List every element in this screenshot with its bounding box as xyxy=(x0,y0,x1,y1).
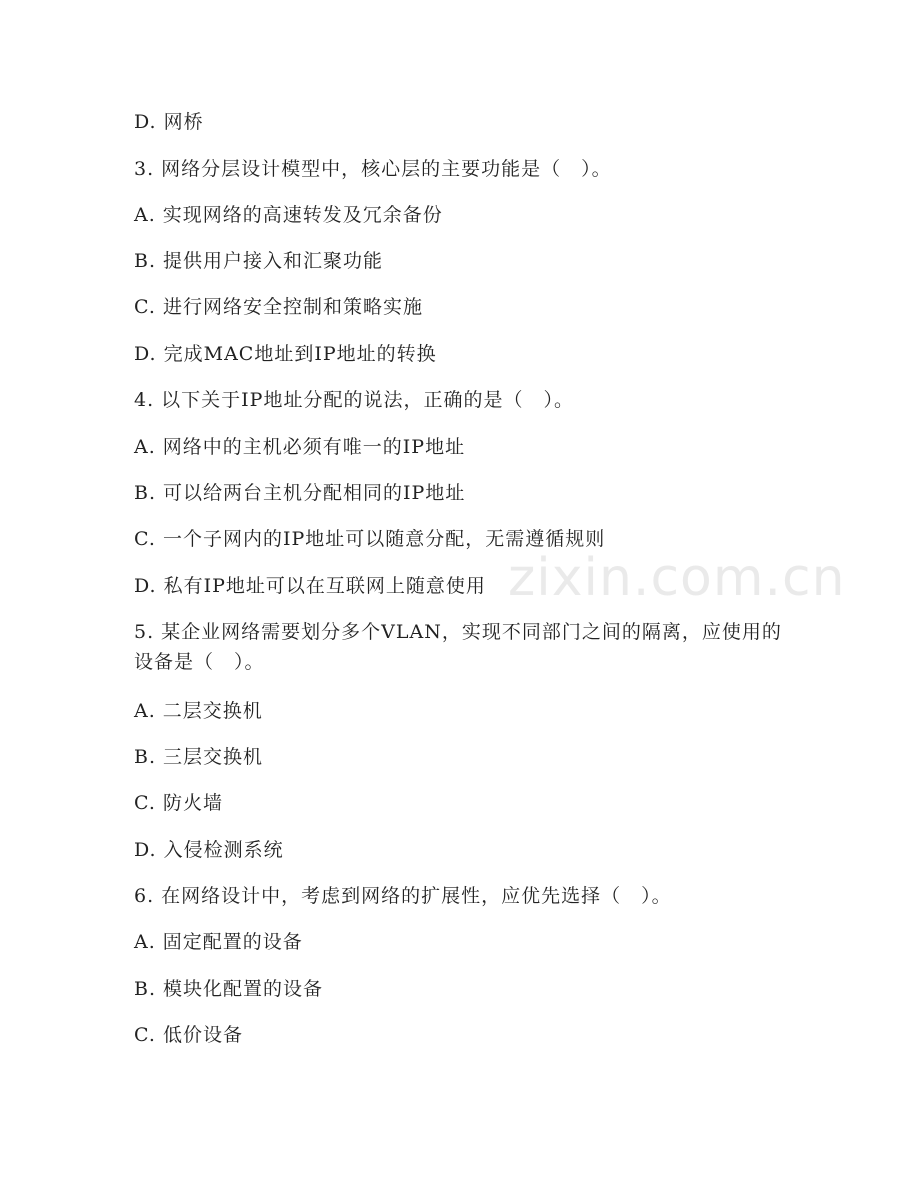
question-6: 6. 在网络设计中，考虑到网络的扩展性，应优先选择（ ）。 xyxy=(134,885,672,907)
question-3: 3. 网络分层设计模型中，核心层的主要功能是（ ）。 xyxy=(134,158,612,180)
option-d-q5: D. 入侵检测系统 xyxy=(134,839,284,861)
option-c-q6: C. 低价设备 xyxy=(134,1024,243,1046)
option-c-q4: C. 一个子网内的IP地址可以随意分配，无需遵循规则 xyxy=(134,528,606,550)
watermark: zixin.com.cn xyxy=(508,548,846,608)
question-4: 4. 以下关于IP地址分配的说法，正确的是（ ）。 xyxy=(134,389,574,411)
question-5: 5. 某企业网络需要划分多个VLAN，实现不同部门之间的隔离，应使用的设备是（ ）。 xyxy=(134,621,782,673)
option-a-q3: A. 实现网络的高速转发及冗余备份 xyxy=(134,204,443,226)
option-b-q6: B. 模块化配置的设备 xyxy=(134,978,324,1000)
option-a-q5: A. 二层交换机 xyxy=(134,700,263,722)
option-b-q5: B. 三层交换机 xyxy=(134,746,264,768)
option-a-q6: A. 固定配置的设备 xyxy=(134,931,303,953)
option-c-q5: C. 防火墙 xyxy=(134,792,223,814)
option-d-q3: D. 完成MAC地址到IP地址的转换 xyxy=(134,343,437,365)
option-b-q4: B. 可以给两台主机分配相同的IP地址 xyxy=(134,482,466,504)
option-d-bridge: D. 网桥 xyxy=(134,111,204,133)
option-c-q3: C. 进行网络安全控制和策略实施 xyxy=(134,296,423,318)
option-b-q3: B. 提供用户接入和汇聚功能 xyxy=(134,250,384,272)
option-d-q4: D. 私有IP地址可以在互联网上随意使用 xyxy=(134,575,486,597)
option-a-q4: A. 网络中的主机必须有唯一的IP地址 xyxy=(134,436,466,458)
